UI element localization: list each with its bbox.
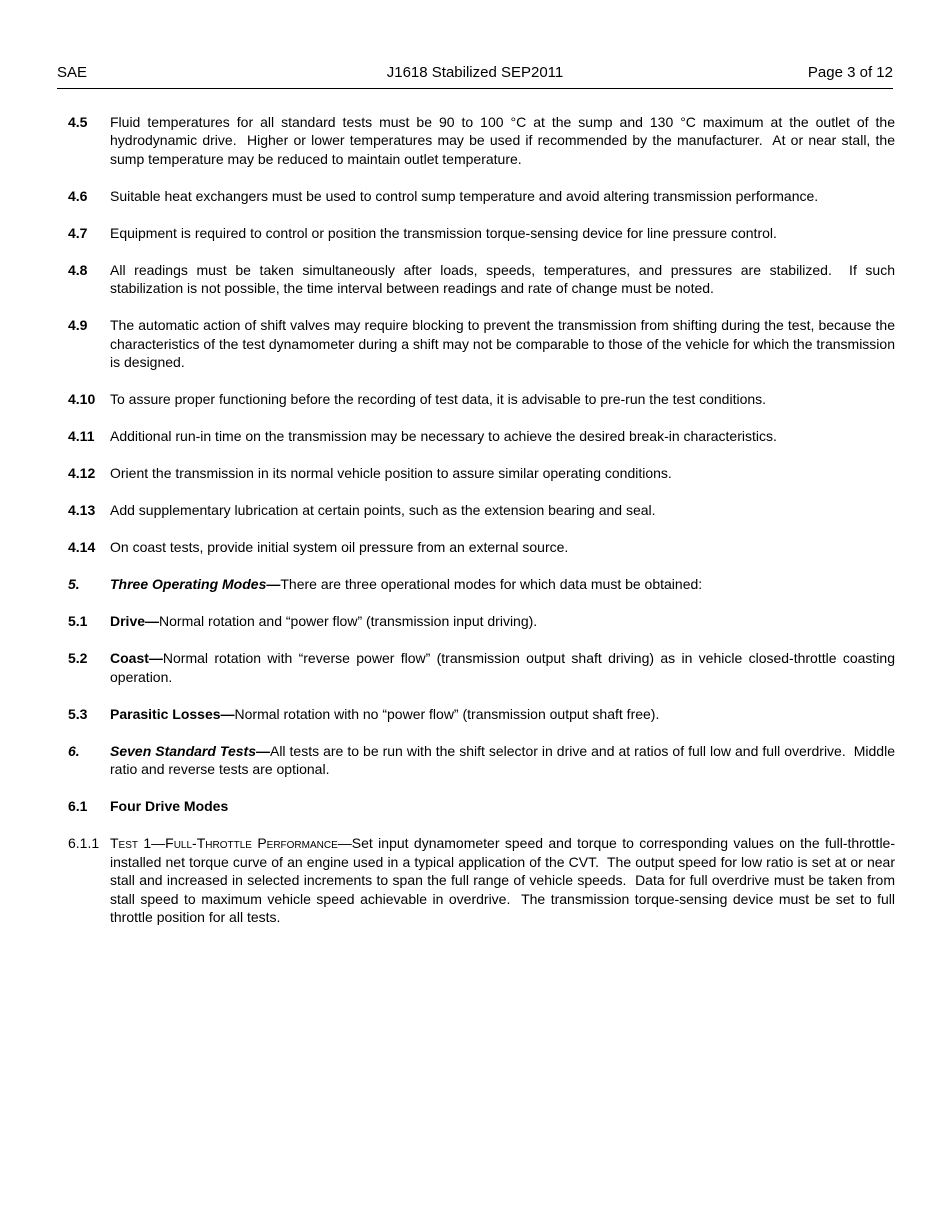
section-number: 4.10 bbox=[68, 391, 96, 407]
section-number: 5.3 bbox=[68, 705, 88, 722]
section-number: 6.1 bbox=[68, 798, 88, 814]
section-text bbox=[110, 612, 895, 631]
section-text bbox=[110, 501, 895, 520]
section-item bbox=[68, 705, 895, 724]
section-body-text: Normal rotation and “power flow” (transmission input driving). bbox=[159, 613, 538, 629]
section-body-text: Equipment is required to control or position the transmission torque-sensing device for line pressure control. bbox=[110, 224, 777, 241]
section-text bbox=[110, 187, 895, 206]
section-number: 5.1 bbox=[68, 613, 88, 629]
section-item bbox=[68, 834, 899, 927]
section-body-text: Four Drive Modes bbox=[110, 798, 229, 814]
section-number: 4.13 bbox=[68, 502, 96, 518]
section-body-text: Set input dynamometer speed and torque to corresponding values on the full-throttle-installed net torque curve of an engine used in a typical application of the CVT. The output speed for low ratio is set at or near stall and increased in selected increments to span the full range of vehicle speeds. Data for full overdrive must be taken from stall speed to maximum vehicle speed achievable in overdrive. The transmission torque-sensing device must be set to full throttle position for all tests. bbox=[110, 835, 899, 925]
section-number: 4.6 bbox=[68, 187, 88, 204]
section-number: 6. bbox=[68, 742, 80, 759]
section-item bbox=[68, 390, 895, 409]
section-body-text: There are three operational modes for which data must be obtained: bbox=[280, 576, 703, 592]
section-item bbox=[68, 612, 895, 631]
section-number: 5. bbox=[68, 576, 80, 592]
section-body-text: Normal rotation with “reverse power flow” (transmission output shaft driving) as in vehicle closed-throttle coasting operation. bbox=[110, 650, 899, 685]
section-number: 4.14 bbox=[68, 539, 96, 555]
section-body-text: To assure proper functioning before the recording of test data, it is advisable to pre-run the test conditions. bbox=[110, 391, 767, 407]
section-item bbox=[68, 575, 895, 594]
section-lead: Coast— bbox=[110, 650, 163, 666]
section-text bbox=[110, 649, 899, 686]
section-number: 4.5 bbox=[68, 113, 88, 130]
section-item bbox=[68, 538, 895, 557]
section-item bbox=[68, 427, 895, 446]
header-page-number: Page 3 of 12 bbox=[807, 64, 893, 81]
section-body-text: Suitable heat exchangers must be used to control sump temperature and avoid altering transmission performance. bbox=[110, 187, 819, 204]
section-number: 6.1.1 bbox=[68, 835, 100, 851]
section-number: 4.7 bbox=[68, 224, 88, 241]
section-text bbox=[110, 538, 895, 557]
section-item bbox=[68, 649, 899, 686]
section-item bbox=[68, 464, 895, 483]
section-text bbox=[110, 797, 895, 816]
header-left: SAE bbox=[57, 64, 88, 81]
section-text bbox=[110, 464, 895, 483]
section-body-text: Fluid temperatures for all standard tests must be 90 to 100 °C at the sump and 130 °C maximum at the outlet of the hydrodynamic drive. Higher or lower temperatures may be used if recommended by the manufacturer. At or near stall, the sump temperature may be reduced to maintain outlet temperature. bbox=[110, 113, 899, 167]
section-lead: Drive— bbox=[110, 613, 160, 629]
section-lead: Three Operating Modes— bbox=[110, 576, 281, 592]
section-number: 5.2 bbox=[68, 650, 88, 666]
section-text bbox=[110, 427, 895, 446]
section-item bbox=[68, 113, 899, 169]
document-body bbox=[68, 113, 899, 927]
section-body-text: All readings must be taken simultaneously after loads, speeds, temperatures, and pressures are stabilized. If such stabilization is not possible, the time interval between readings and rate of change must be noted. bbox=[110, 261, 899, 296]
section-item bbox=[68, 742, 899, 779]
section-body-text: On coast tests, provide initial system oil pressure from an external source. bbox=[110, 539, 569, 555]
section-number: 4.9 bbox=[68, 317, 88, 333]
section-item bbox=[68, 224, 895, 243]
section-item bbox=[68, 261, 899, 298]
section-text bbox=[110, 705, 895, 724]
section-text bbox=[110, 834, 899, 927]
page-header bbox=[57, 64, 893, 89]
section-text bbox=[110, 575, 895, 594]
section-body-text: The automatic action of shift valves may require blocking to prevent the transmission from shifting during the test, because the characteristics of the test dynamometer during a shift may not be comparable to those of the vehicle for which the transmission is designed. bbox=[110, 317, 899, 370]
section-text bbox=[110, 261, 899, 298]
header-title: J1618 Stabilized SEP2011 bbox=[386, 64, 564, 81]
section-lead: Parasitic Losses— bbox=[110, 705, 235, 722]
section-item bbox=[68, 187, 895, 206]
section-text bbox=[110, 742, 899, 779]
section-number: 4.8 bbox=[68, 261, 88, 278]
section-lead: Seven Standard Tests— bbox=[110, 742, 270, 759]
section-text bbox=[110, 113, 899, 169]
section-number: 4.11 bbox=[68, 428, 95, 444]
section-text bbox=[110, 390, 895, 409]
section-lead: Test 1—Full-Throttle Performance— bbox=[110, 835, 352, 851]
section-number: 4.12 bbox=[68, 465, 96, 481]
section-body-text: Orient the transmission in its normal vehicle position to assure similar operating conditions. bbox=[110, 465, 672, 481]
section-item bbox=[68, 501, 895, 520]
section-body-text: Additional run-in time on the transmission may be necessary to achieve the desired break-in characteristics. bbox=[110, 428, 777, 444]
section-item bbox=[68, 797, 895, 816]
section-body-text: All tests are to be run with the shift selector in drive and at ratios of full low and full overdrive. Middle ratio and reverse tests are optional. bbox=[110, 742, 899, 777]
section-body-text: Add supplementary lubrication at certain points, such as the extension bearing and seal. bbox=[110, 502, 656, 518]
section-text bbox=[110, 316, 899, 372]
section-text bbox=[110, 224, 895, 243]
section-body-text: Normal rotation with no “power flow” (transmission output shaft free). bbox=[234, 705, 660, 722]
section-item bbox=[68, 316, 899, 372]
